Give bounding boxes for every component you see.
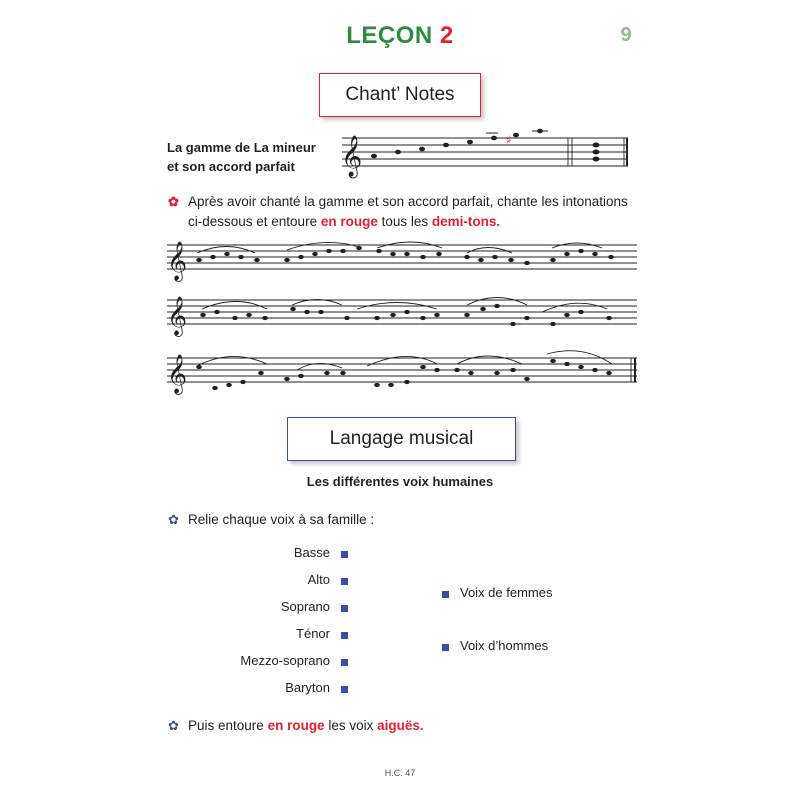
footer-code: H.C. 47 [384,768,416,778]
voice-basse: Basse [293,545,330,560]
lesson-number: 2 [439,22,454,49]
flower-icon: ✿ [168,512,179,527]
voice-tenor: Ténor [296,626,330,641]
voice-soprano: Soprano [280,599,330,614]
langage-musical-heading-box [287,417,516,461]
chant-notes-title: Chant’ Notes [345,84,455,105]
flower-icon: ✿ [168,718,179,733]
sharp-sign: ♯ [506,133,512,147]
flower-icon: ✿ [168,194,179,209]
voice-soprano-dot[interactable] [341,605,348,612]
voice-baryton-dot[interactable] [341,686,348,693]
scale-label [167,138,337,176]
voice-alto: Alto [307,572,330,587]
lesson-title [0,22,800,50]
voice-basse-dot[interactable] [341,551,348,558]
link-instruction: ✿ Relie chaque voix à sa famille : [168,510,374,530]
treble-clef-icon: 𝄞 [167,241,188,281]
langage-musical-title: Langage musical [329,428,474,449]
scale-label-line2: et son accord parfait [167,159,295,174]
lesson-word: LEÇON [346,22,433,49]
scale-staff [338,128,638,180]
scale-label-line1: La gamme de La mineur [167,140,316,155]
treble-clef-icon: 𝄞 [341,136,363,177]
voice-tenor-dot[interactable] [341,632,348,639]
family-men: Voix d’hommes [460,638,549,653]
voice-mezzo-soprano: Mezzo-soprano [240,653,330,668]
voice-alto-dot[interactable] [341,578,348,585]
circle-instruction: ✿ Puis entoure en rouge les voix aiguës. [168,716,424,736]
treble-clef-icon: 𝄞 [167,296,188,336]
intonation-staffs [167,236,639,396]
treble-clef-icon: 𝄞 [167,354,188,394]
chant-notes-heading-box [319,73,481,117]
chant-instruction: ✿ Après avoir chanté la gamme et son accord parfait, chante les intonations ci-dessous et entoure en rouge tous les demi-tons. [168,194,628,229]
voices-subtitle: Les différentes voix humaines [306,474,494,489]
family-men-dot[interactable] [442,644,449,651]
voice-baryton: Baryton [285,680,330,695]
voice-mezzo-soprano-dot[interactable] [341,659,348,666]
family-women: Voix de femmes [460,585,553,600]
page-number: 9 [620,24,632,46]
family-women-dot[interactable] [442,591,449,598]
